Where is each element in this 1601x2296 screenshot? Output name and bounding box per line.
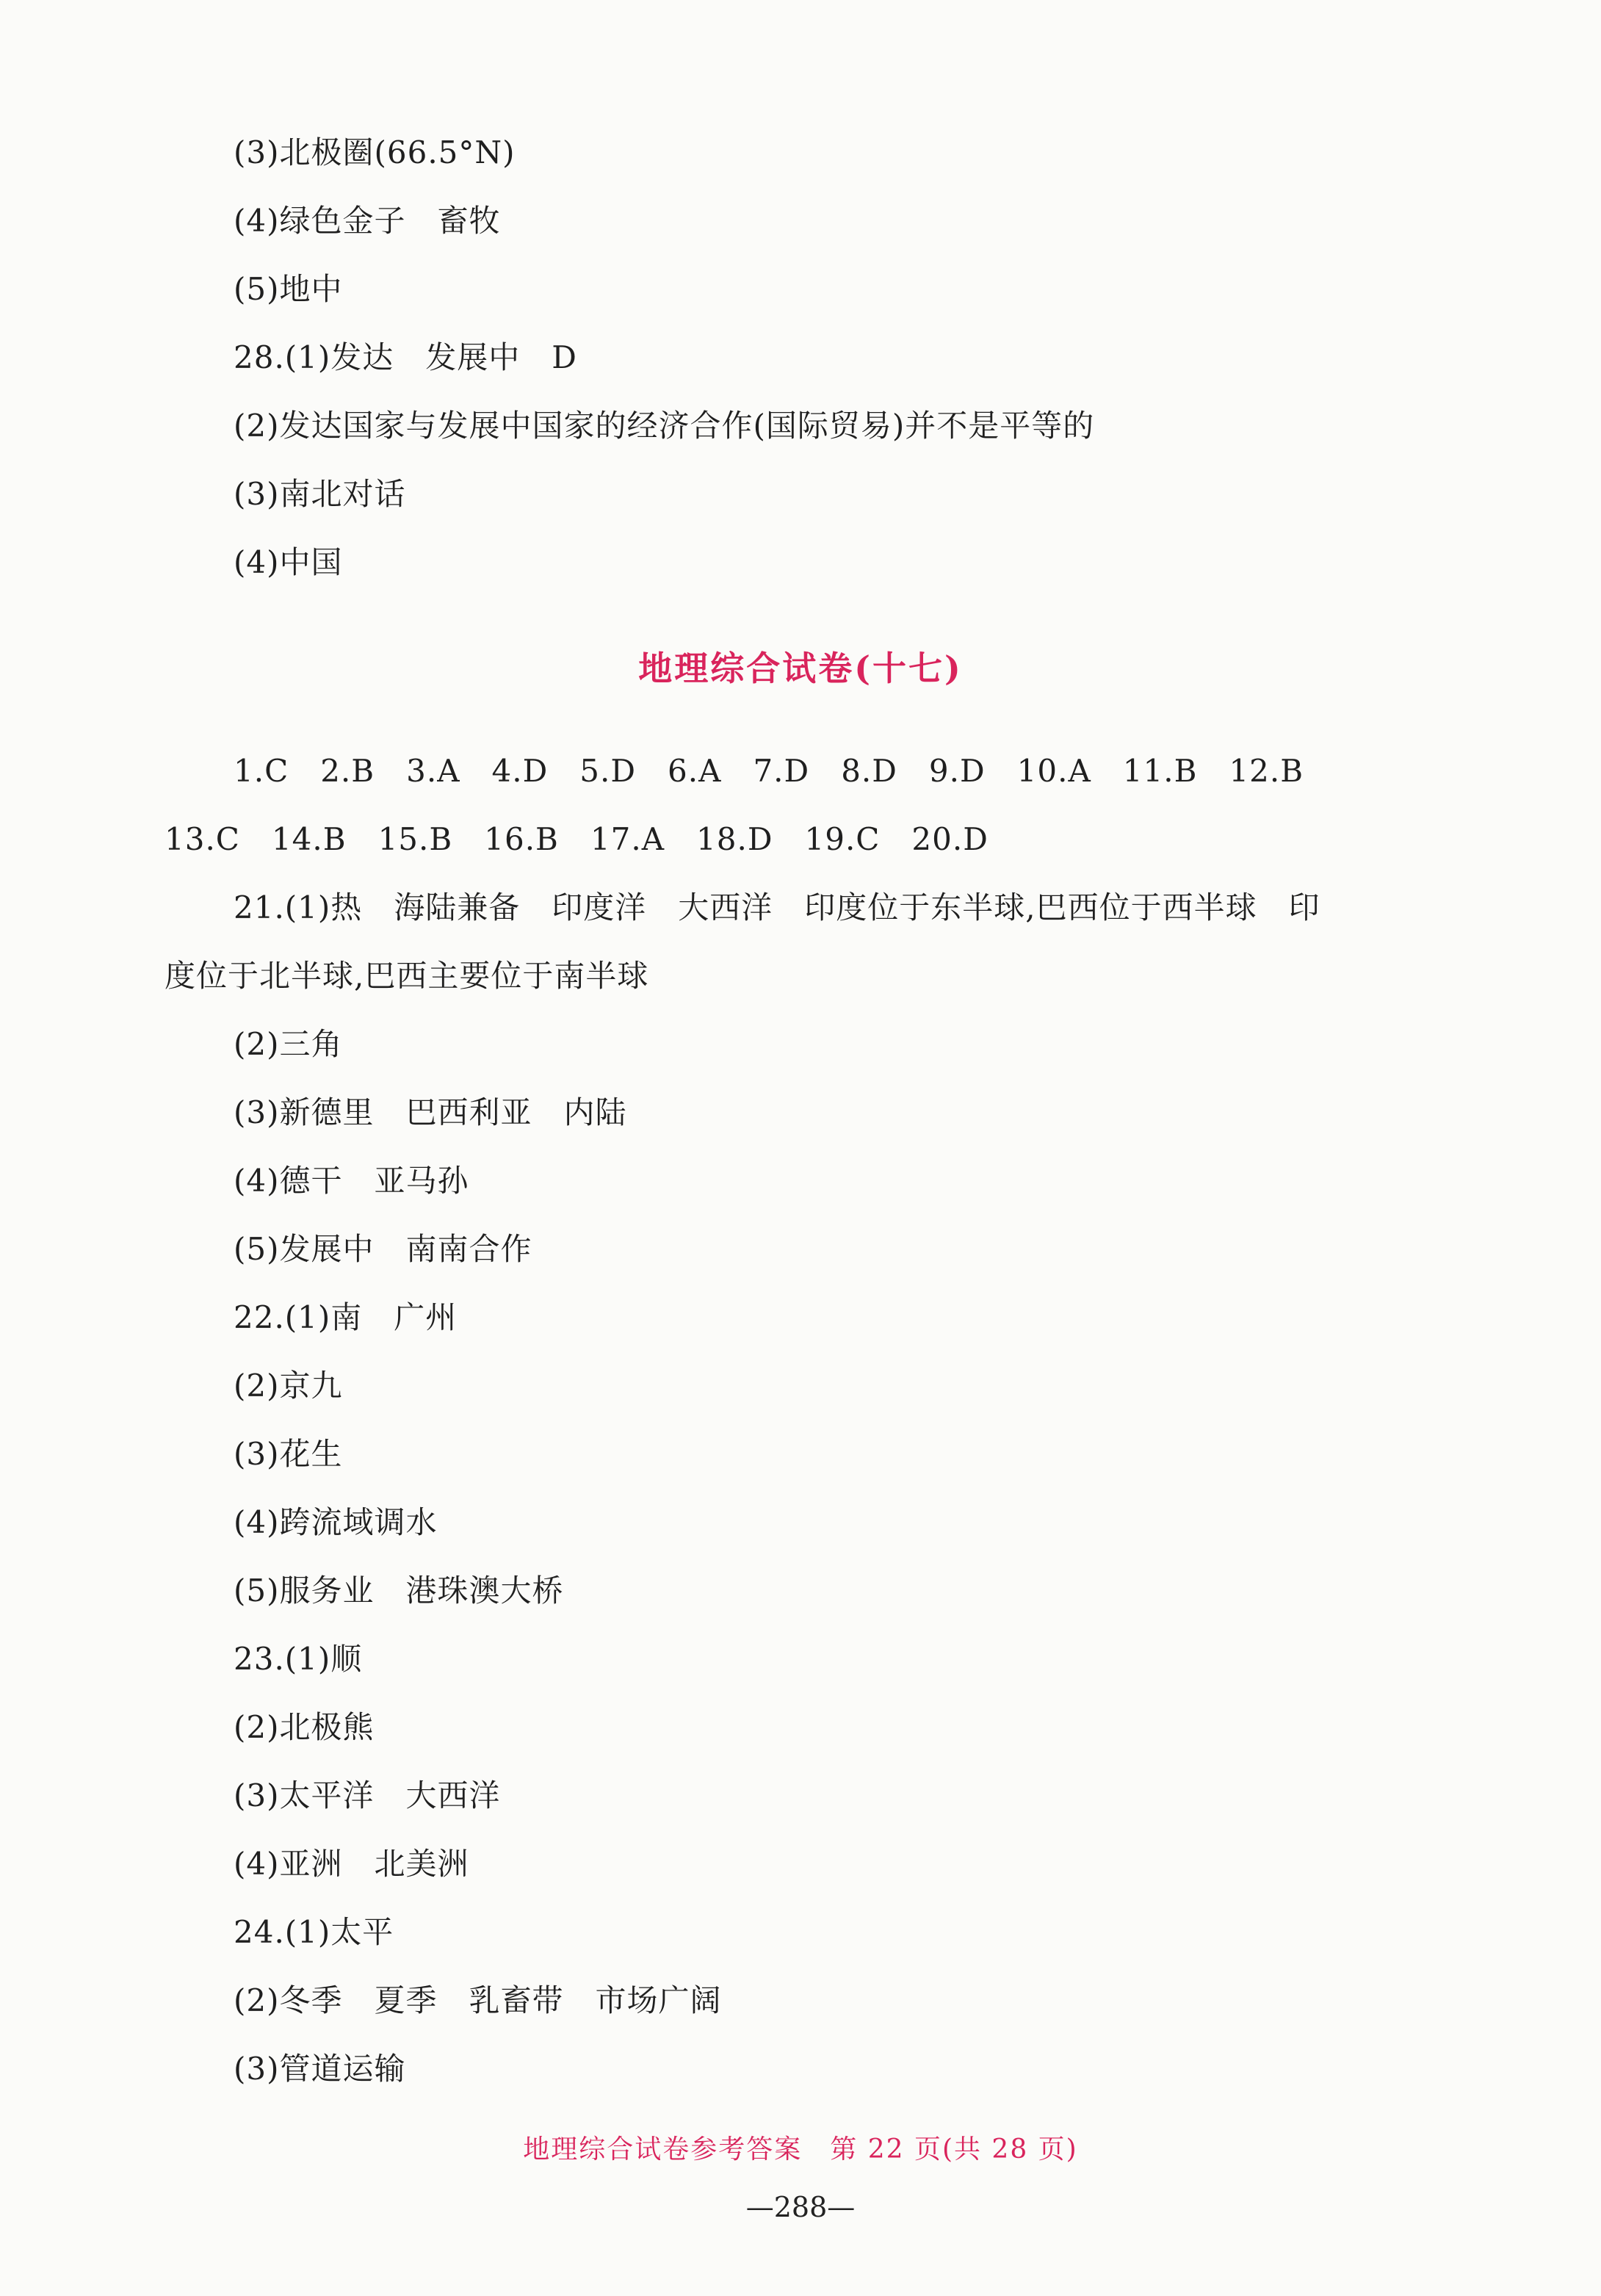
answer-line: (2)发达国家与发展中国家的经济合作(国际贸易)并不是平等的 — [234, 408, 1095, 444]
answer-line: (4)德干 亚马孙 — [234, 1163, 469, 1199]
page-footer: 地理综合试卷参考答案 第 22 页(共 28 页) — [523, 2134, 1078, 2165]
answer-line: (4)中国 — [234, 544, 343, 580]
answer-line: 22.(1)南 广州 — [234, 1299, 458, 1335]
answer-line: (4)亚洲 北美洲 — [234, 1846, 469, 1882]
page-number: —288— — [745, 2191, 856, 2223]
choice-answers-line: 13.C 14.B 15.B 16.B 17.A 18.D 19.C 20.D — [165, 821, 989, 857]
answer-line: (4)跨流域调水 — [234, 1504, 438, 1540]
answer-line: (3)北极圈(66.5°N) — [234, 134, 516, 170]
answer-line: (2)北极熊 — [234, 1709, 375, 1745]
answer-line: (3)南北对话 — [234, 476, 406, 512]
answer-line: (2)冬季 夏季 乳畜带 市场广阔 — [234, 1982, 722, 2018]
section-title: 地理综合试卷(十七) — [638, 649, 963, 688]
answer-line: (3)太平洋 大西洋 — [234, 1777, 501, 1813]
answer-line: (3)新德里 巴西利亚 内陆 — [234, 1094, 627, 1130]
answer-line: (2)三角 — [234, 1026, 343, 1062]
answer-line: (4)绿色金子 畜牧 — [234, 203, 501, 239]
answer-line: (2)京九 — [234, 1368, 343, 1404]
answer-line: (5)服务业 港珠澳大桥 — [234, 1573, 564, 1609]
answer-line: (5)地中 — [234, 271, 343, 307]
answer-line: (3)花生 — [234, 1436, 343, 1472]
answer-line: 28.(1)发达 发展中 D — [234, 339, 577, 375]
answer-line: 24.(1)太平 — [234, 1914, 394, 1950]
answer-line: (5)发展中 南南合作 — [234, 1231, 532, 1267]
answer-line: (3)管道运输 — [234, 2051, 406, 2087]
answer-line: 21.(1)热 海陆兼备 印度洋 大西洋 印度位于东半球,巴西位于西半球 印 — [234, 889, 1320, 925]
answer-line: 度位于北半球,巴西主要位于南半球 — [165, 958, 649, 994]
answer-line: 23.(1)顺 — [234, 1641, 363, 1677]
choice-answers-line: 1.C 2.B 3.A 4.D 5.D 6.A 7.D 8.D 9.D 10.A 11.B 12.B — [234, 753, 1304, 789]
